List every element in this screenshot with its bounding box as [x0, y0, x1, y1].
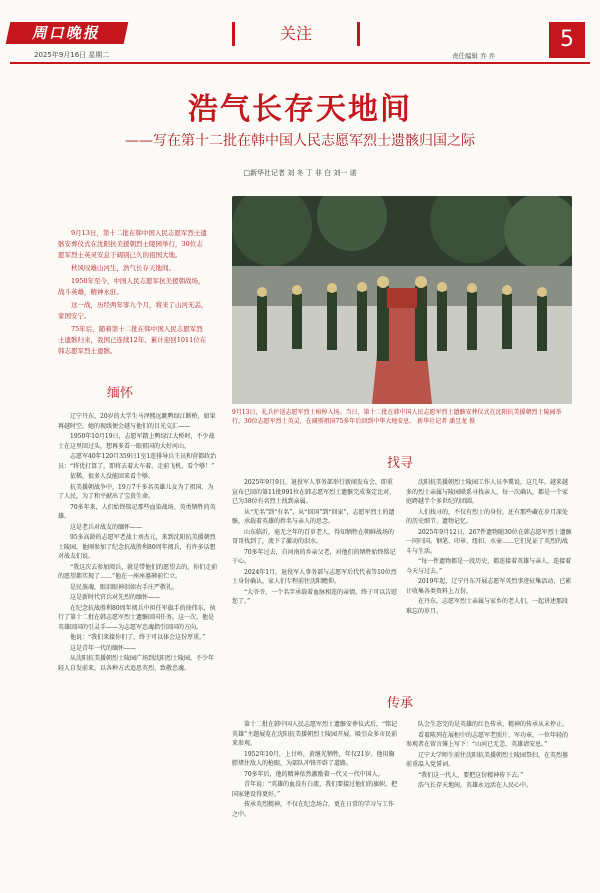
column-seek-left	[232, 478, 398, 688]
article-paragraph: 2019年起，辽宁丹东开展志愿军英烈事迹征集活动，已累计收集各类资料上万份。	[406, 578, 572, 595]
article-paragraph: 在丹东，志愿军烈士亲属与家乡的老人们，一起讲述那段难忘的岁月。	[406, 598, 569, 615]
ceremony-photo	[232, 196, 572, 404]
article-paragraph: 队会生态完的是英雄的红色传承，精神的传承从未停止。	[418, 721, 569, 728]
article-paragraph: 这是新时代官兵对先烈的缅怀——	[70, 594, 161, 601]
article-paragraph: 2025年9月9日，退役军人事务部举行新闻发布会，即重宣布已回的第11批991位在韩志愿军烈士遗骸完成鉴定比对，已为38位有名烈士找到亲属。	[232, 479, 396, 505]
article-paragraph: 从“无名”到“有名”，从“回国”到“回家”，志愿军烈士的遗骸，承载着英雄的姓名与亲人的思念。	[232, 508, 395, 525]
headline: 浩气长存天地间	[188, 92, 412, 127]
article-paragraph: 这是青年一代的缅怀——	[70, 644, 137, 652]
article-paragraph: 沈阳抗美援朝烈士陵园工作人员李冀说，这几年，越来越多的烈士亲属与陵园联系寻找亲人，每一次确认，都是一个家庭跨越半个多世纪的团圆。	[406, 479, 569, 505]
section-title-seek: 找寻	[386, 456, 413, 471]
article-paragraph: 辽宁大学师生前往沈阳抗美援朝烈士陵园祭扫，在英烈墓前重温入党誓词。	[406, 751, 569, 768]
article-paragraph: “大爷爷，一个名字承载着血脉相连的亲情，终于可以告慰您了。”	[232, 588, 398, 605]
article-paragraph: 95多高龄的志愿军老战士刘杰元，来到沈阳抗美援朝烈士陵园，他刚参加了纪念抗战胜利80周年阅兵，有许多话想对战友们说。	[58, 534, 216, 560]
article-paragraph: 1950年10月19日，志愿军踏上鸭绿江大桥时，不少战士在这里回过头，想再多看一眼祖国的大好河山。	[58, 433, 215, 450]
column-seek-right	[406, 478, 572, 688]
issue-date: 2025年9月16日 星期二	[34, 51, 110, 59]
article-paragraph: 青年说：“英雄的血没有白流，我们要接过他们的旗帜，把国家建设得更好。”	[232, 781, 398, 798]
article-paragraph: 传承英烈精神，不仅在纪念场合，更在日常的学习与工作之中。	[232, 801, 395, 818]
article-paragraph: 2024年1月，退役军人事务部与志愿军后代代表等10位烈士身份确认，家人们专程前往沈阳瞻仰。	[232, 568, 397, 585]
intro-block	[58, 228, 208, 359]
ceremony-photo-illustration	[232, 196, 572, 404]
intro-paragraph: 75年后，随着第十二批在韩中国人民志愿军烈士遗骸归来，我国已连续12年、累计迎回1011位在韩志愿军烈士遗骸。	[58, 325, 207, 355]
section-title-remember: 缅怀	[106, 386, 133, 401]
article-paragraph: 2025年9月12日，267件遗物随30位在韩志愿军烈士遗骸一同归国。钢笔、印章、纽扣、水壶……它们见证了英烈的战斗与生活。	[406, 528, 572, 555]
intro-paragraph: 这一战，历经两年零九个月，将来了山河无恙，家国安宁。	[58, 301, 208, 320]
section-tag: 关注	[232, 22, 360, 46]
article-paragraph: 志愿军40年120月359日1室1连排导兵王员和营都政治员：“将优打算了，即将去着大车着，走前飞机，看个够！”	[58, 453, 217, 470]
article-paragraph: 70多年后，他的精神依然激励着一代又一代中国人。	[244, 770, 384, 778]
intro-paragraph: 9月13日，第十二批在韩中国人民志愿军烈士遗骸安葬仪式在沈阳抗美援朝烈士陵园举行，30位志愿军烈士英灵安息于阔别已久的祖国大地。	[58, 229, 207, 259]
section-title-inherit: 传承	[386, 696, 413, 711]
column-inherit-right	[406, 720, 572, 885]
article-paragraph: 是民族魂，眼泪眼神泪如右手庄严敬礼。	[70, 583, 179, 591]
article-paragraph: 这是老兵对战友的缅怀——	[70, 523, 143, 531]
article-paragraph: 第十二批在韩中国人民志愿军烈士遗骸安葬仪式后，“铭记英雄”主题展览在沈阳抗美援朝烈士陵园开展，吸引众多市民前来参观。	[232, 721, 398, 747]
photo-caption: 9月13日，礼兵护送志愿军烈士棺椁入场。当日，第十二批在韩中国人民志愿军烈士遗骸安葬仪式在沈阳抗美援朝烈士陵园举行，30位志愿军烈士英灵，在阔别祖国75多年后回到中华大地安息。 新华社记者 潘昱龙 摄	[232, 409, 562, 425]
article-paragraph: 70多年来，人们始终铭记那些血染战场、英勇牺牲的英雄。	[58, 503, 216, 520]
article-paragraph: 浩气长存天地间，英雄永远活在人民心中。	[418, 782, 533, 789]
article-paragraph: 1952年10月，上甘岭，黄继光牺牲，年仅21岁。他用胸膛堵住敌人的枪眼，为部队冲锋开辟了道路。	[232, 750, 395, 767]
masthead-rule	[10, 62, 590, 64]
byline: □新华社记者 刘 冬 丁 非 白 刘一 诺	[243, 169, 357, 177]
article-paragraph: “每一件遗物都是一段历史，都连接着英雄与亲人，连接着今天与过去。”	[406, 558, 572, 575]
article-paragraph: 依稀，很多人没能回来看个够。	[70, 473, 155, 480]
column-inherit-left	[232, 720, 398, 885]
intro-paragraph: 1950年至今，中国人民志愿军抗美援朝战场，战斗英雄，精神永驻。	[58, 277, 205, 296]
column-remember	[58, 412, 218, 882]
article-paragraph: 看着陈列在展柜中的志愿军老照片、军功章，一位年轻的参观者在留言簿上写下：“山河已无恙，英雄请安息。”	[406, 731, 569, 748]
page-number: 5	[549, 22, 585, 58]
article-paragraph: 在纪念抗战胜利80周年阅兵中担任军旗手的徐伟东，执行了第十二批在韩志愿军烈士遗骸回国任务。这一次，他是英雄回国的引灵手——为志愿军忠魂指引回国的方向。	[58, 604, 216, 631]
article-paragraph: 从沈阳抗美援朝烈士陵园广场到沈阳烈士陵园，不少年轻人自发前来，以各种方式追思英烈、致敬忠魂。	[58, 655, 215, 672]
subheadline: ——写在第十二批在韩中国人民志愿军烈士遗骸归国之际	[125, 133, 475, 149]
article-paragraph: 辽宁丹东，20岁的大学生马泽熙远眺鸭绿江断桥，如果再越时空，她的视线便会越与他们的目光交汇——	[58, 413, 216, 430]
article-paragraph: “我们这一代人，要把这份精神传下去。”	[418, 771, 524, 779]
intro-paragraph: 秋风叹雄山河生，浩气长存天地间。	[71, 264, 175, 272]
article-paragraph: 人们找寻的，不仅有烈士的身份，还有那些藏在岁月深处的历史细节、遗物记忆。	[406, 508, 569, 525]
editor-credit: 责任编辑 乔 乔	[452, 52, 496, 60]
article-paragraph: 山东临沂，毫无之年的百岁老人，得知牺牲在朝鲜战场的哥哥找到了，流下了激动的泪水。	[232, 528, 395, 545]
article-paragraph: 70多年过去，自河南的乡亲父老，对他们的牺牲始终铭记于心。	[232, 548, 396, 565]
article-paragraph: 抗美援朝战争中，19万7千多名英雄儿女为了祖国、为了人民，为了和平献出了宝贵生命。	[58, 483, 214, 500]
newspaper-logo: 周口晚报	[6, 22, 129, 44]
article-paragraph: 他说：“我们来接你们了，终于可以体会这份厚重。”	[70, 634, 206, 641]
article-paragraph: “我这次去参加阅兵，就是带他们的愿望去的，你们走前的愿望都实现了……”他在一座座墓碑前伫立。	[58, 563, 218, 580]
